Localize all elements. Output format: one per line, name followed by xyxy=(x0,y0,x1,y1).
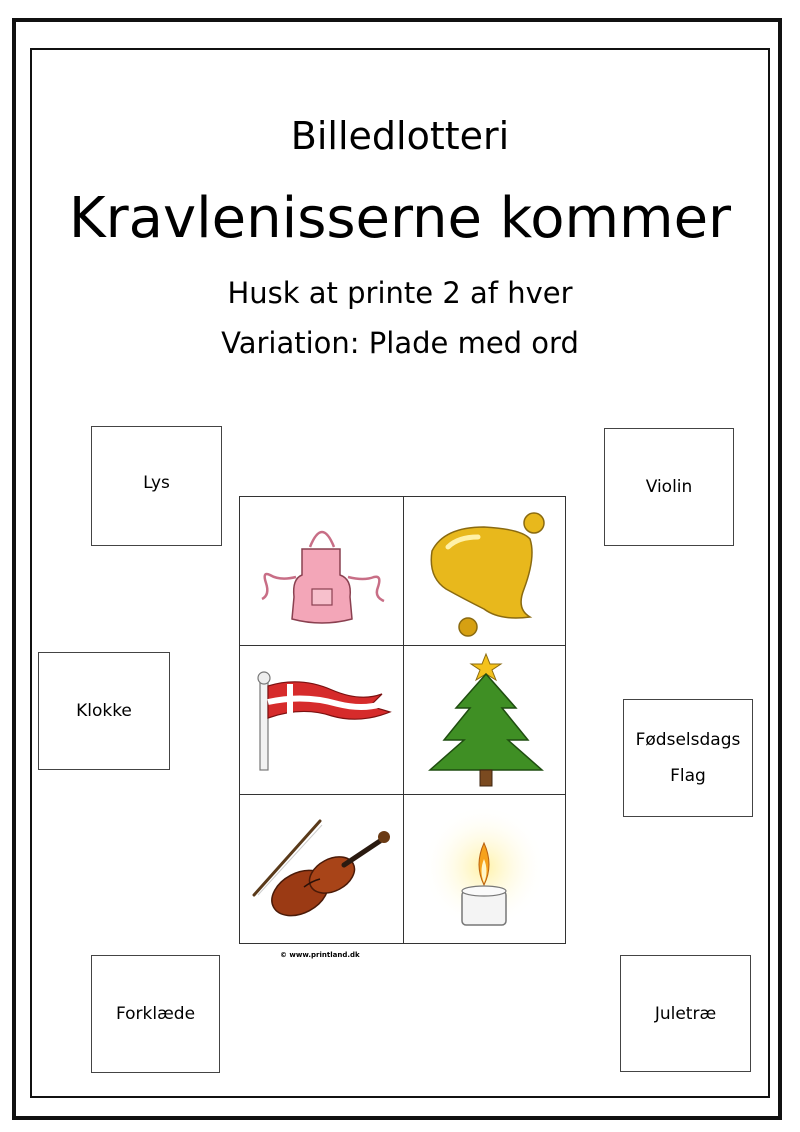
word-card-label: Klokke xyxy=(76,701,132,721)
page-title: Billedlotteri xyxy=(290,114,510,158)
word-card-label-line1: Fødselsdags xyxy=(635,730,741,750)
word-card-lys xyxy=(91,426,222,546)
picture-board xyxy=(239,496,566,944)
board-cell-violin xyxy=(240,795,403,944)
word-card-label: Lys xyxy=(143,473,170,493)
word-card-label: Forklæde xyxy=(115,1004,196,1024)
variation-note: Variation: Plade med ord xyxy=(221,326,579,360)
word-card-violin xyxy=(604,428,734,546)
board-cell-candle xyxy=(404,795,567,944)
word-card-label-line2: Flag xyxy=(670,766,706,786)
word-card-klokke xyxy=(38,652,170,770)
candle-icon xyxy=(404,795,567,944)
board-cell-bell xyxy=(404,497,567,646)
board-cell-apron xyxy=(240,497,403,646)
apron-icon xyxy=(240,497,403,646)
word-card-label: Violin xyxy=(645,477,693,497)
print-instruction: Husk at printe 2 af hver xyxy=(227,276,573,310)
board-cell-flag xyxy=(240,646,403,795)
bell-icon xyxy=(404,497,567,646)
board-cell-tree xyxy=(404,646,567,795)
page-subtitle: Kravlenisserne kommer xyxy=(68,186,732,251)
violin-icon xyxy=(240,795,403,944)
copyright-note: © www.printland.dk xyxy=(280,951,360,959)
word-card-label: Juletræ xyxy=(654,1003,717,1024)
word-card-forklaede xyxy=(91,955,220,1073)
danish-flag-icon xyxy=(240,646,403,795)
word-card-juletrae xyxy=(620,955,751,1072)
christmas-tree-icon xyxy=(404,646,567,795)
word-card-foedselsdagsflag xyxy=(623,699,753,817)
